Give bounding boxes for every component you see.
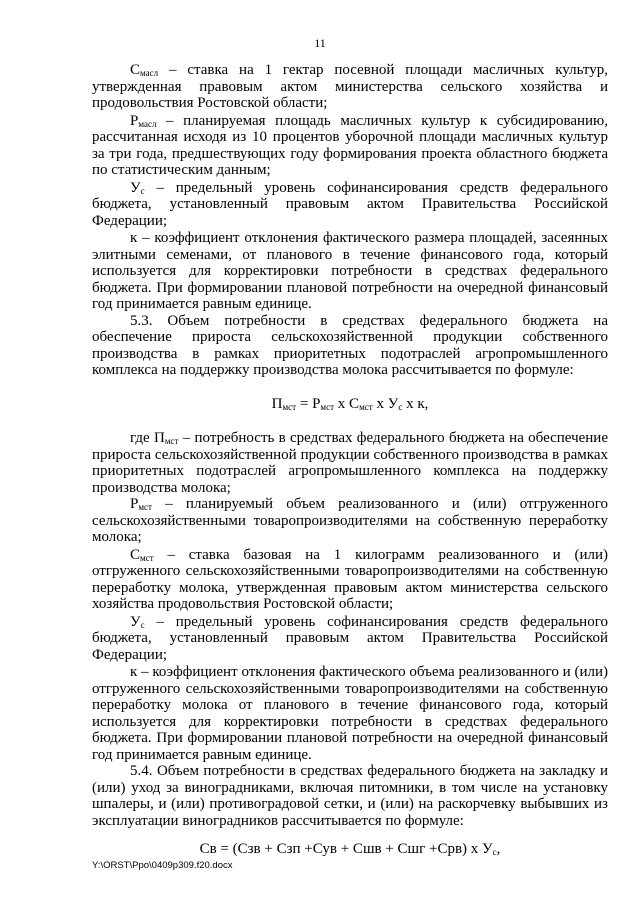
paragraph-5-3: 5.3. Объем потребности в средствах федерального бюджета на обеспечение прироста сельскохозяйственной продукции собственного производства в рамках приоритетных подотраслей агропромышленного комплекса на поддержку производства молока рассчитывается по формуле: xyxy=(92,312,608,378)
paragraph-pmst-def: где $П_{мст}$ – потребность в средствах федерального бюджета на обеспечение прироста сельскохозяйственной продукции собственного производства в рамках приоритетных подотраслей агропромышленного комплекса на поддержку производства молока; xyxy=(92,430,608,496)
paragraph-smasl: $С_{масл}$ – ставка на 1 гектар посевной площади масличных культур, утвержденная правовым актом министерства сельского хозяйства и продовольствия Ростовской области; xyxy=(92,62,608,111)
formula-pmst: $П_{мст} = Р_{мст}$ x $С_{мст}$ x $У_с$ x к, xyxy=(271,395,429,412)
page-number: 11 xyxy=(314,36,326,50)
document-body xyxy=(92,62,608,858)
paragraph-rmasl: $Р_{масл}$ – планируемая площадь масличных культур к субсидированию, рассчитанная исходя из 10 процентов уборочной площади масличных культур за три года, предшествующих году формирования проекта областного бюджета по статистическим данным; xyxy=(92,112,608,178)
paragraph-us-def: $У_с$ – предельный уровень софинансирования средств федерального бюджета, установленный правовым актом Правительства Российской Федерации; xyxy=(92,613,608,663)
paragraph-5-4: 5.4. Объем потребности в средствах федерального бюджета на закладку и (или) уход за виноградниками, включая питомники, в том числе на установку шпалеры, и (или) противоградовой сетки, и (или) на раскорчевку выбывших из эксплуатации виноградников рассчитывается по формуле: xyxy=(92,763,608,829)
paragraph-k-def: к – коэффициент отклонения фактического объема реализованного и (или) отгруженного сельскохозяйственными товаропроизводителями на собственную переработку молока от планового в течение финансового года, который используется для корректировки потребности в средствах федерального бюджета. При формировании плановой потребности на очередной финансовый год принимается равным единице. xyxy=(92,664,608,763)
footer-file-path: Y:\ORST\Ppo\0409p309.f20.docx xyxy=(92,860,233,871)
paragraph-cmst-def: $С_{мст}$ – ставка базовая на 1 килограмм реализованного и (или) отгруженного сельскохозяйственными товаропроизводителями на собственную переработку молока, утвержденная правовым актом министерства сельского хозяйства продовольствия Ростовской области; xyxy=(92,546,608,612)
formula-sv: Св = (Сзв + Сзп +Сув + Сшв + Сшг +Срв) х $У_с$, xyxy=(199,841,501,857)
paragraph-k: к – коэффициент отклонения фактического размера площадей, засеянных элитными семенами, от планового в течение финансового года, который используется для корректировки потребности в средствах федерального бюджета. При формировании плановой потребности на очередной финансовый год принимается равным единице. xyxy=(92,230,608,312)
paragraph-us: $У_с$ – предельный уровень софинансирования средств федерального бюджета, установленный правовым актом Правительства Российской Федерации; xyxy=(92,179,608,229)
paragraph-rmst-def: $Р_{мст}$ – планируемый объем реализованного и (или) отгруженного сельскохозяйственными товаропроизводителями на собственную переработку молока; xyxy=(92,496,608,545)
